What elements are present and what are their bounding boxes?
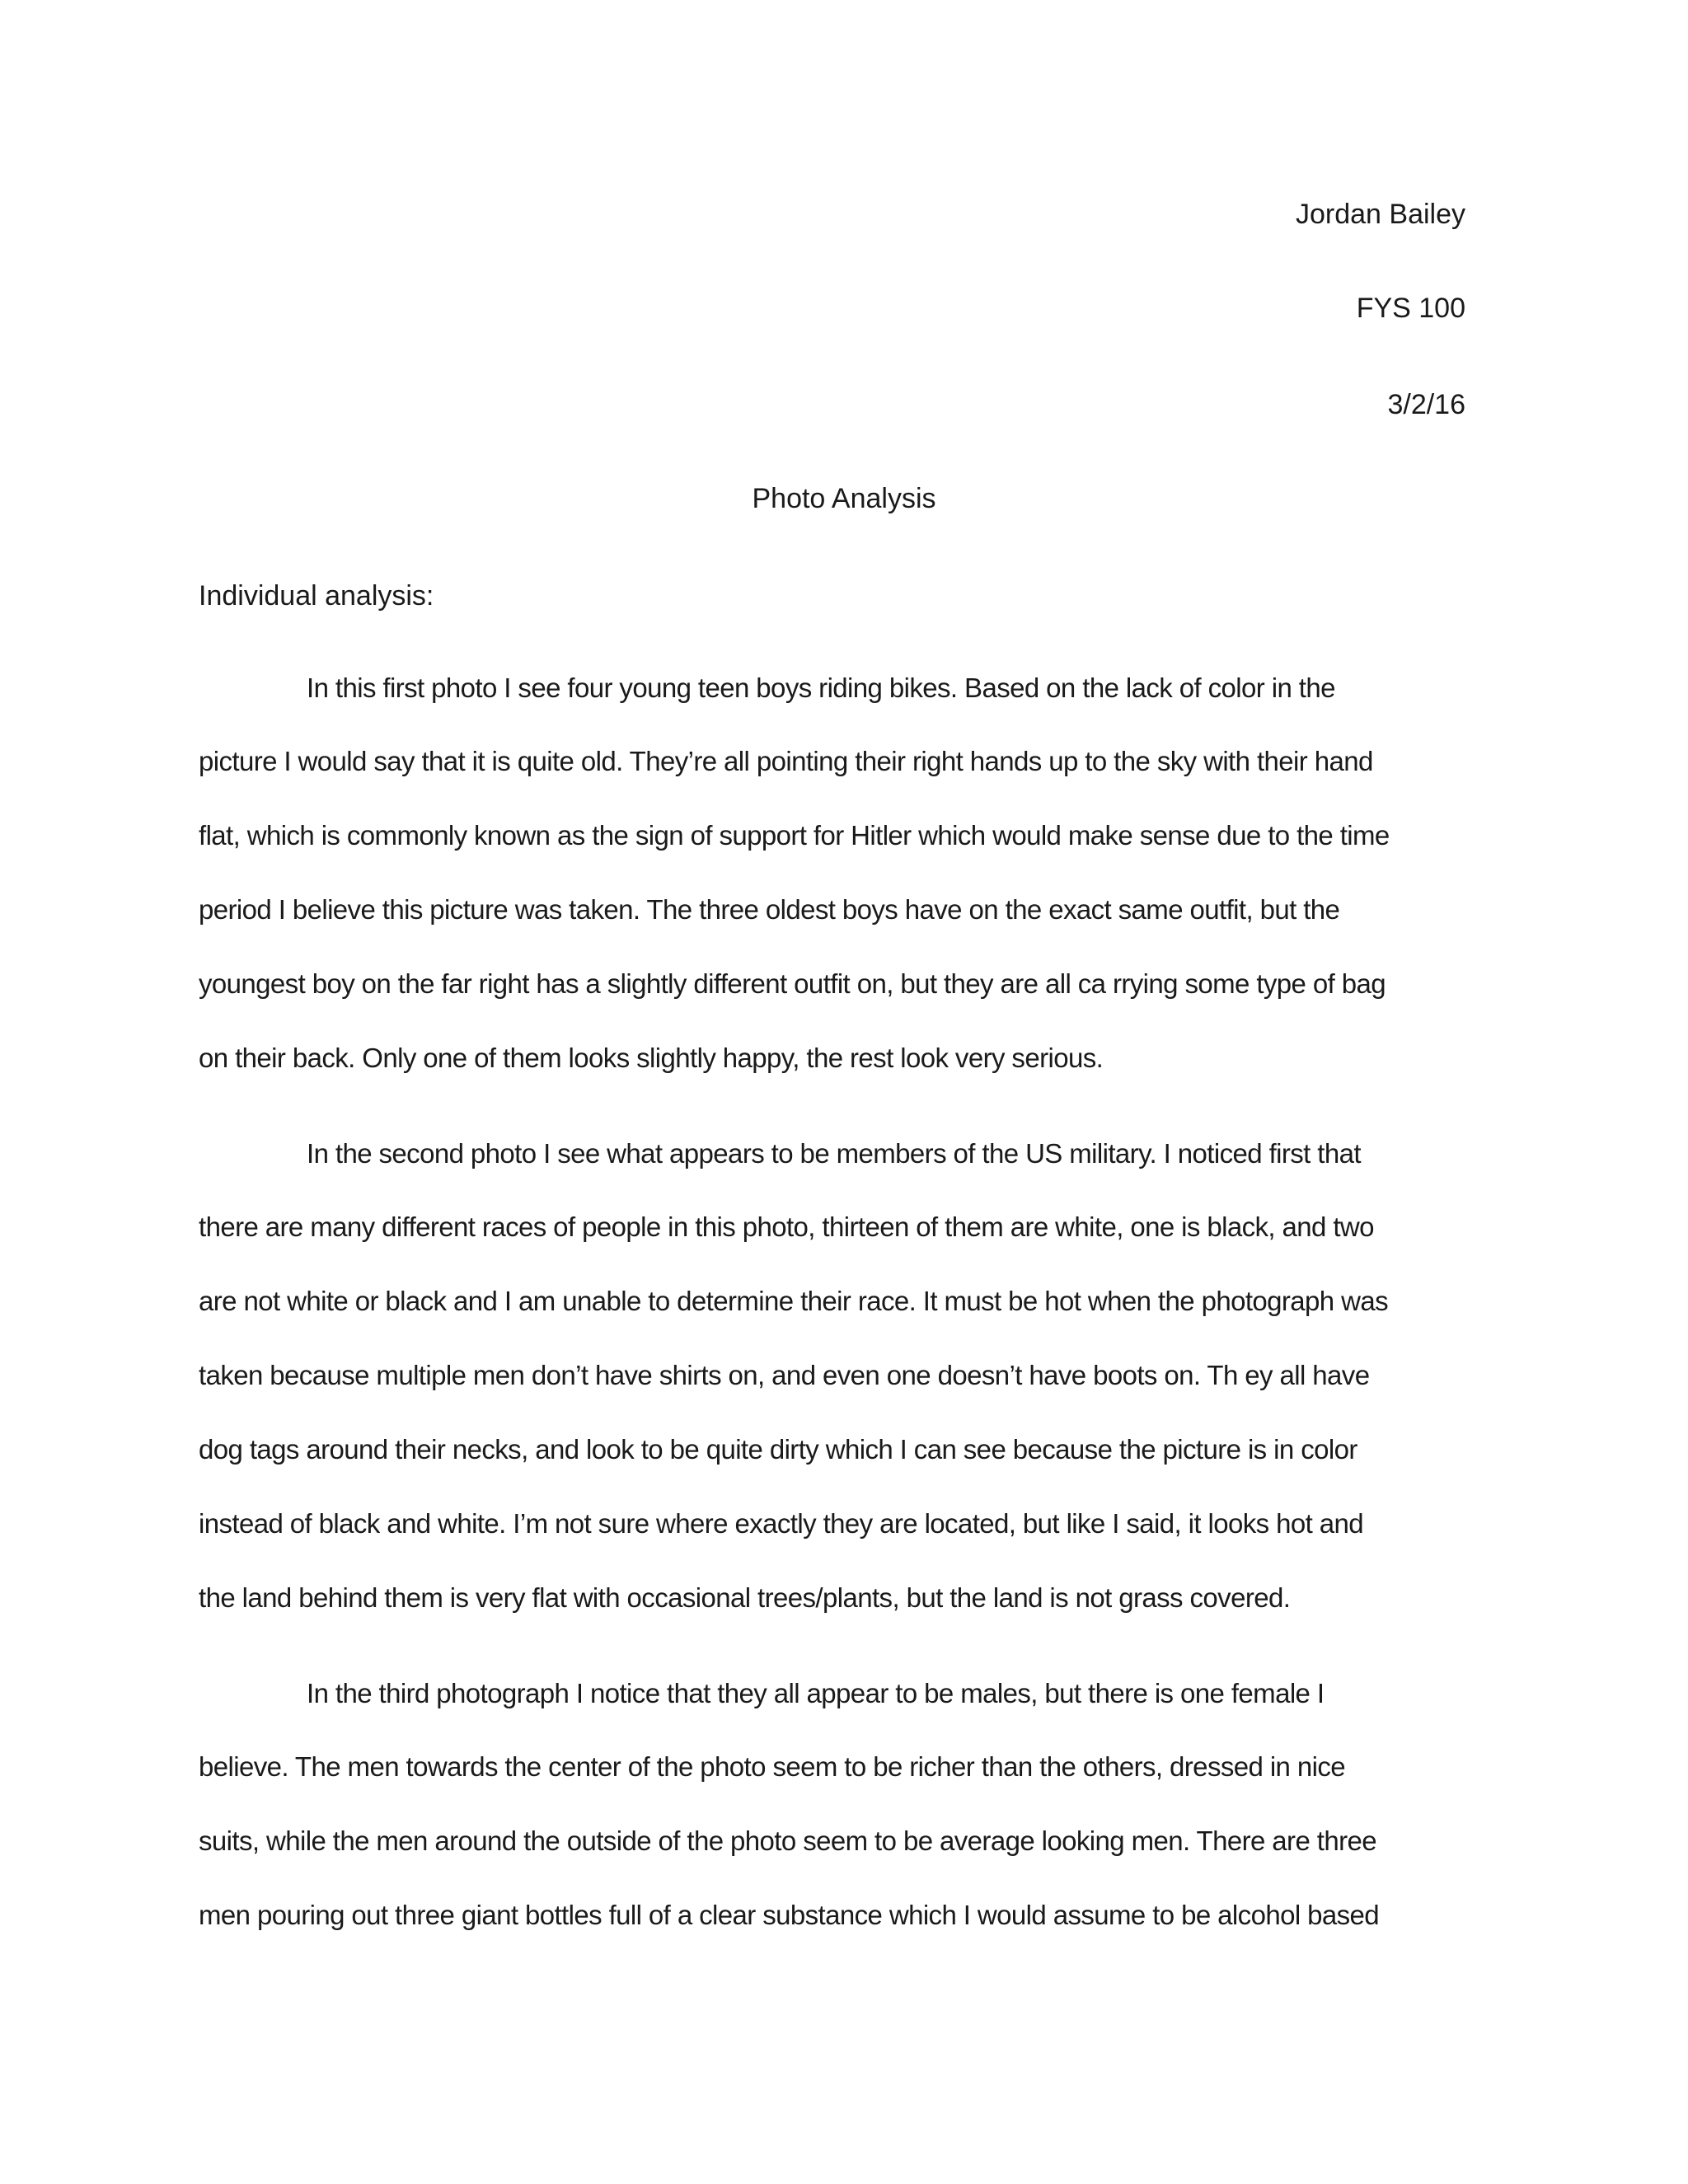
date: 3/2/16 [1387, 389, 1465, 420]
paragraph-1-line-5: youngest boy on the far right has a slightly different outfit on, but they are all ca rrying some type of bag [199, 968, 1386, 999]
paragraph-1-line-2: picture I would say that it is quite old. They’re all pointing their right hands up to the sky with their hand [199, 746, 1373, 776]
paragraph-3-line-4: men pouring out three giant bottles full of a clear substance which I would assume to be alcohol based [199, 1900, 1380, 1930]
paragraph-2-line-6: instead of black and white. I’m not sure where exactly they are located, but like I said, it looks hot and [199, 1508, 1364, 1539]
section-heading: Individual analysis: [199, 580, 434, 612]
paragraph-2-line-1: In the second photo I see what appears to be members of the US military. I noticed first that [307, 1138, 1361, 1169]
paragraph-2-line-2: there are many different races of people in this photo, thirteen of them are white, one is black, and two [199, 1212, 1374, 1242]
paragraph-3-line-3: suits, while the men around the outside of the photo seem to be average looking men. There are three [199, 1825, 1376, 1856]
paragraph-2-line-4: taken because multiple men don’t have shirts on, and even one doesn’t have boots on. Th ey all have [199, 1360, 1370, 1390]
paragraph-2-line-5: dog tags around their necks, and look to be quite dirty which I can see because the picture is in color [199, 1434, 1357, 1465]
paragraph-3-line-2: believe. The men towards the center of the photo seem to be richer than the others, dressed in nice [199, 1751, 1346, 1782]
paragraph-1-line-1: In this first photo I see four young teen boys riding bikes. Based on the lack of color in the [307, 673, 1335, 703]
paragraph-1-line-4: period I believe this picture was taken. The three oldest boys have on the exact same outfit, but the [199, 894, 1340, 925]
page-title: Photo Analysis [752, 483, 936, 514]
paragraph-2-line-3: are not white or black and I am unable to determine their race. It must be hot when the photograph was [199, 1286, 1389, 1316]
paragraph-1-line-3: flat, which is commonly known as the sign of support for Hitler which would make sense due to the time [199, 820, 1390, 851]
paragraph-2-line-7: the land behind them is very flat with occasional trees/plants, but the land is not grass covered. [199, 1582, 1291, 1613]
paragraph-3-line-1: In the third photograph I notice that they all appear to be males, but there is one female I [307, 1678, 1325, 1708]
author-name: Jordan Bailey [1295, 199, 1465, 230]
paragraph-1-line-6: on their back. Only one of them looks slightly happy, the rest look very serious. [199, 1043, 1104, 1073]
course-code: FYS 100 [1356, 293, 1465, 324]
